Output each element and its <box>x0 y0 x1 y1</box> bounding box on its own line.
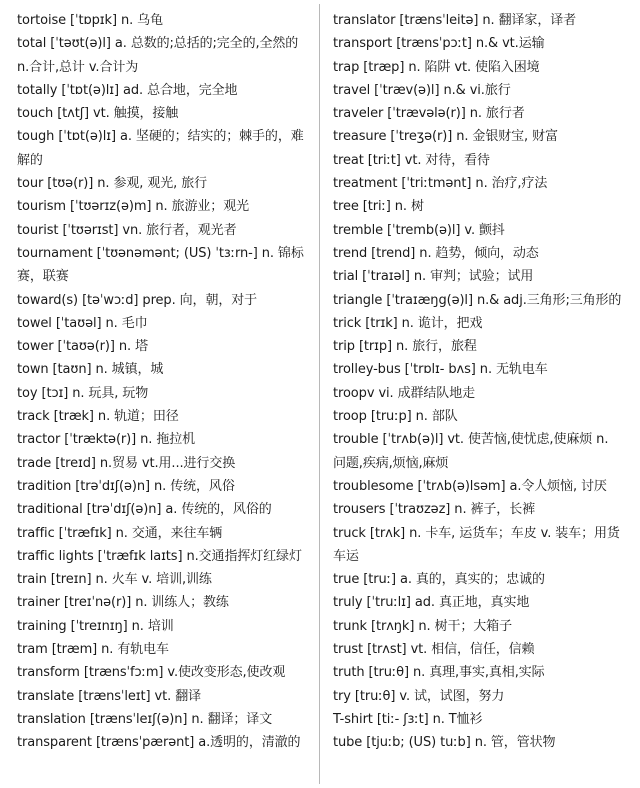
right-column <box>333 9 625 755</box>
vocab-entry: tough [ˈtɒt(ə)lɪ] a. 坚硬的；结实的；棘手的，难解的 <box>17 129 304 168</box>
vocab-entry: traditional [trəˈdɪʃ(ə)n] a. 传统的，风俗的 <box>17 502 272 518</box>
vocab-entry: tradition [trəˈdɪʃ(ə)n] n. 传统，风俗 <box>17 478 235 494</box>
vocab-entry: truth [truːθ] n. 真理,事实,真相,实际 <box>333 665 545 681</box>
vocab-entry: tube [tjuːb; (US) tuːb] n. 管，管状物 <box>333 735 556 751</box>
vocab-entry: translator [trænsˈleitə] n. 翻译家，译者 <box>333 13 577 28</box>
vocab-entry: travel [ˈtræv(ə)l] n.& vi.旅行 <box>333 82 511 98</box>
vocab-entry: tourism [ˈtʊərɪz(ə)m] n. 旅游业；观光 <box>17 199 249 215</box>
vocab-entry: train [treɪn] n. 火车 v. 培训,训练 <box>17 572 212 588</box>
vocab-entry: toy [tɔɪ] n. 玩具, 玩物 <box>17 385 149 401</box>
vocab-entry: town [taʊn] n. 城镇，城 <box>17 362 164 378</box>
vocab-entry: tree [triː] n. 树 <box>333 199 424 215</box>
vocab-entry: tournament [ˈtʊənəmənt; (US) ˈtɜːrn-] n. 锦标赛，联赛 <box>17 245 304 285</box>
vocab-entry: training [ˈtreɪnɪŋ] n. 培训 <box>17 618 174 634</box>
vocab-entry: trolley-bus [ˈtrɒlɪ- bʌs] n. 无轨电车 <box>333 362 548 378</box>
vocab-entry: transform [trænsˈfɔːm] v.使改变形态,使改观 <box>17 665 286 681</box>
vocab-entry: truly [ˈtruːlɪ] ad. 真正地，真实地 <box>333 595 530 611</box>
vocab-entry: trust [trʌst] vt. 相信，信任，信赖 <box>333 642 535 658</box>
vocab-entry: treat [triːt] vt. 对待，看待 <box>333 152 490 168</box>
vocab-entry: transparent [trænsˈpærənt] a.透明的，清澈的 <box>17 735 301 751</box>
vocab-entry: tremble [ˈtremb(ə)l] v. 颤抖 <box>333 222 505 238</box>
vocab-entry: trick [trɪk] n. 诡计，把戏 <box>333 315 483 331</box>
vocab-entry: trunk [trʌŋk] n. 树干；大箱子 <box>333 618 512 634</box>
vocab-entry: totally [ˈtɒt(ə)lɪ] ad. 总合地，完全地 <box>17 82 238 98</box>
vocab-entry: triangle [ˈtraɪæŋg(ə)l] n.& adj.三角形;三角形的 <box>333 292 622 308</box>
vocab-entry: trouble [ˈtrʌb(ə)l] vt. 使苦恼,使忧虑,使麻烦 n. 问题,疾病,烦恼,麻烦 <box>333 432 609 471</box>
vocab-entry: translate [trænsˈleɪt] vt. 翻译 <box>17 688 201 704</box>
vocab-entry: trousers [ˈtraʊzəz] n. 裤子，长裤 <box>333 502 536 518</box>
vocab-entry: true [truː] a. 真的，真实的；忠诚的 <box>333 572 545 588</box>
vocab-entry: toward(s) [təˈwɔːd] prep. 向，朝，对于 <box>17 292 258 308</box>
vocab-entry: T-shirt [tiː- ʃɜːt] n. T恤衫 <box>333 711 483 727</box>
vocab-entry: total [ˈtəʊt(ə)l] a. 总数的;总括的;完全的,全然的 n.合计,总计 v.合计为 <box>17 36 299 75</box>
left-column <box>17 9 309 755</box>
vocab-entry: treatment [ˈtriːtmənt] n. 治疗,疗法 <box>333 176 548 192</box>
vocab-entry: tour [tʊə(r)] n. 参观, 观光, 旅行 <box>17 176 207 192</box>
vocab-entry: tortoise [ˈtɒpɪk] n. 乌龟 <box>17 13 163 28</box>
vocab-entry: trip [trɪp] n. 旅行，旅程 <box>333 339 477 355</box>
vocab-entry: troopv vi. 成群结队地走 <box>333 385 476 401</box>
vocab-entry: troublesome [ˈtrʌb(ə)lsəm] a.令人烦恼, 讨厌 <box>333 478 607 494</box>
vocab-entry: traffic lights [ˈtræfɪk laɪts] n.交通指挥灯红绿灯 <box>17 548 302 564</box>
vocab-entry: translation [trænsˈleɪʃ(ə)n] n. 翻译；译文 <box>17 711 273 727</box>
vocab-entry: transport [trænsˈpɔːt] n.& vt.运输 <box>333 36 545 52</box>
vocab-entry: track [træk] n. 轨道；田径 <box>17 409 179 425</box>
vocab-entry: tourist [ˈtʊərɪst] vn. 旅行者，观光者 <box>17 222 237 238</box>
vocab-entry: truck [trʌk] n. 卡车, 运货车；车皮 v. 装车；用货车运 <box>333 525 620 564</box>
vocab-entry: traffic [ˈtræfɪk] n. 交通，来往车辆 <box>17 525 223 541</box>
vocab-entry: touch [tʌtʃ] vt. 触摸，接触 <box>17 106 179 122</box>
vocab-entry: tower [ˈtaʊə(r)] n. 塔 <box>17 339 148 355</box>
vocab-entry: troop [truːp] n. 部队 <box>333 409 458 425</box>
vocab-entry: treasure [ˈtreʒə(r)] n. 金银财宝, 财富 <box>333 129 558 145</box>
vocab-entry: trial [ˈtraɪəl] n. 审判；试验；试用 <box>333 269 534 285</box>
vocab-entry: try [truːθ] v. 试，试图，努力 <box>333 688 505 704</box>
vocab-entry: trainer [treɪˈnə(r)] n. 训练人；教练 <box>17 595 229 611</box>
vocab-entry: tram [træm] n. 有轨电车 <box>17 642 169 658</box>
vocab-entry: tractor [ˈtræktə(r)] n. 拖拉机 <box>17 432 196 448</box>
vocab-entry: trade [treɪd] n.贸易 vt.用...进行交换 <box>17 455 236 471</box>
column-divider <box>319 4 320 784</box>
vocab-entry: trend [trend] n. 趋势，倾向，动态 <box>333 245 539 261</box>
vocab-entry: towel [ˈtaʊəl] n. 毛巾 <box>17 315 148 331</box>
vocab-entry: traveler [ˈtrævələ(r)] n. 旅行者 <box>333 106 525 122</box>
vocab-entry: trap [træp] n. 陷阱 vt. 使陷入困境 <box>333 59 540 75</box>
